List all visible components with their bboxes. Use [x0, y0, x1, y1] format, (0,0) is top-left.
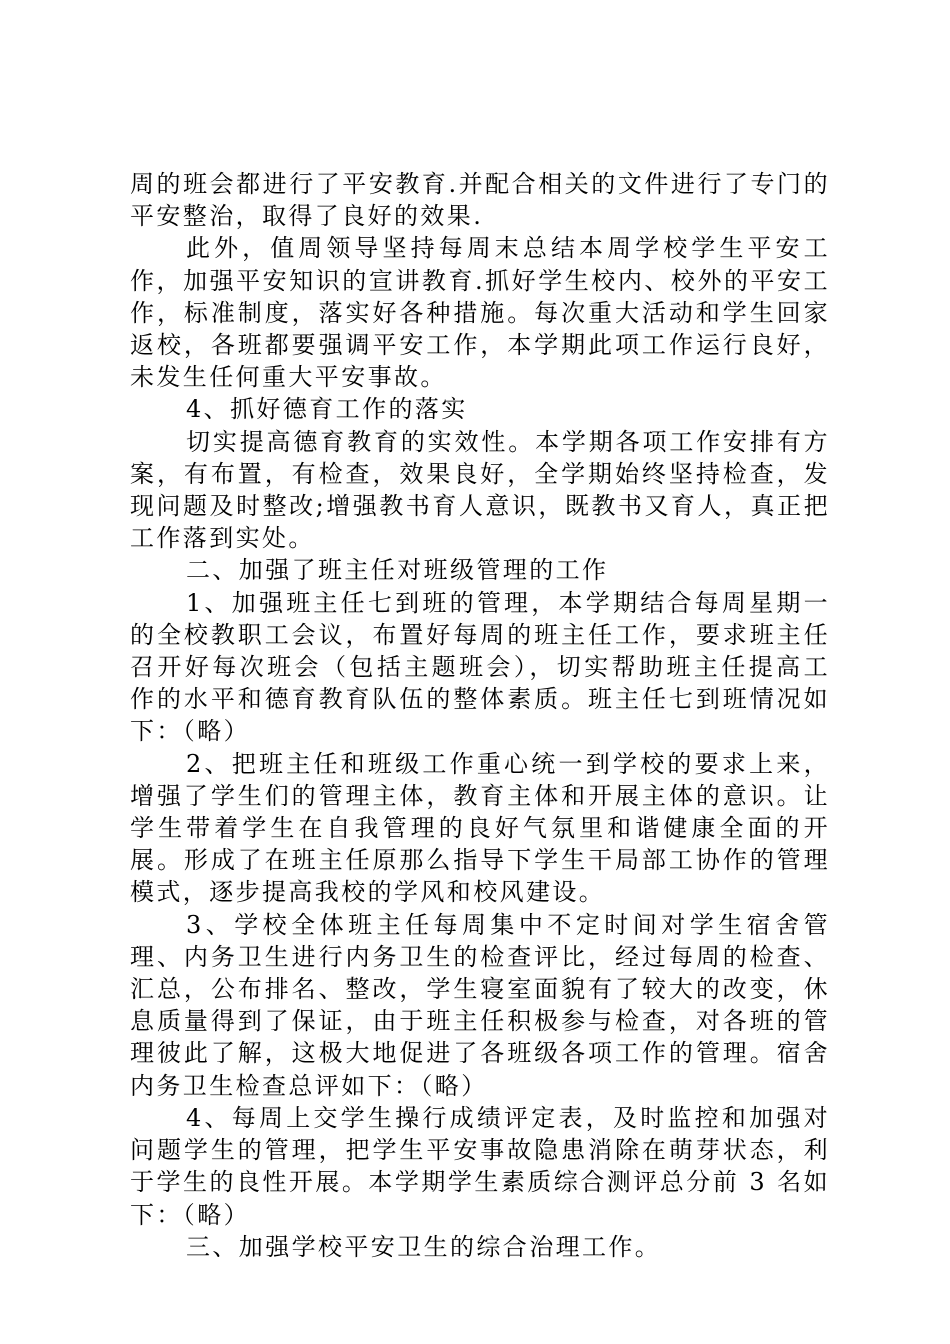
- document-body: [130, 168, 830, 1263]
- paragraph-moral-education: 切实提高德育教育的实效性。本学期各项工作安排有方案，有布置，有检查，效果良好，全学期始终坚持检查，发现问题及时整改;增强教书育人意识，既教书又育人，真正把工作落到实处。: [130, 427, 830, 553]
- paragraph-item-4: 4、每周上交学生操行成绩评定表，及时监控和加强对问题学生的管理，把学生平安事故隐患消除在萌芽状态，利于学生的良性开展。本学期学生素质综合测评总分前 3 名如下：（略）: [130, 1103, 830, 1229]
- paragraph-item-3: 3、学校全体班主任每周集中不定时间对学生宿舍管理、内务卫生进行内务卫生的检查评比，经过每周的检查、汇总，公布排名、整改，学生寝室面貌有了较大的改变，休息质量得到了保证，由于班主任积极参与检查，对各班的管理彼此了解，这极大地促进了各班级各项工作的管理。宿舍内务卫生检查总评如下：（略）: [130, 910, 830, 1100]
- section-heading-moral-education: 4、抓好德育工作的落实: [186, 395, 468, 424]
- paragraph-item-2: 2、把班主任和班级工作重心统一到学校的要求上来，增强了学生们的管理主体，教育主体和开展主体的意识。让学生带着学生在自我管理的良好气氛里和谐健康全面的开展。形成了在班主任原那么指导下学生干局部工协作的管理模式，逐步提高我校的学风和校风建设。: [130, 749, 830, 907]
- section-heading-class-management: 二、加强了班主任对班级管理的工作: [186, 556, 609, 585]
- paragraph-item-1: 1、加强班主任七到班的管理，本学期结合每周星期一的全校教职工会议，布置好每周的班主任工作，要求班主任召开好每次班会（包括主题班会），切实帮助班主任提高工作的水平和德育教育队伍的整体素质。班主任七到班情况如下：（略）: [130, 588, 830, 746]
- paragraph-continuation: 周的班会都进行了平安教育.并配合相关的文件进行了专门的平安整治，取得了良好的效果.: [130, 170, 830, 231]
- section-heading-safety-hygiene: 三、加强学校平安卫生的综合治理工作。: [186, 1232, 662, 1261]
- paragraph-safety-summary: 此外，值周领导坚持每周末总结本周学校学生平安工作，加强平安知识的宣讲教育.抓好学生校内、校外的平安工作，标准制度，落实好各种措施。每次重大活动和学生回家返校，各班都要强调平安工作，本学期此项工作运行良好，未发生任何重大平安事故。: [130, 234, 830, 392]
